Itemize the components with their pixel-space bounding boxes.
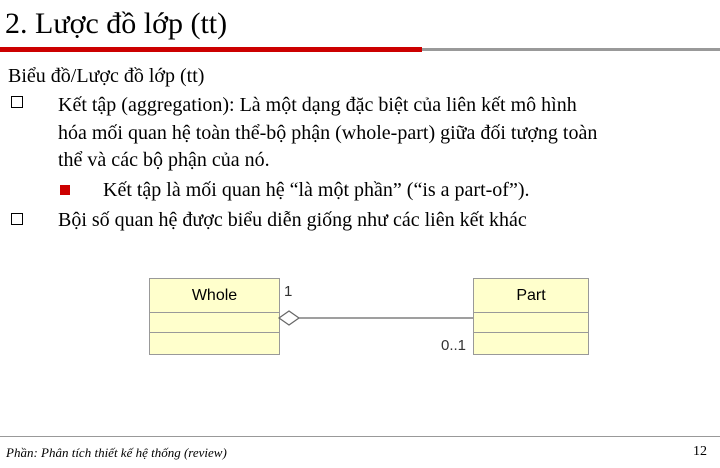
- uml-aggregation-diagram: [144, 268, 589, 376]
- page-number: 12: [693, 444, 707, 459]
- bullet1-line3: thể và các bộ phận của nó.: [58, 149, 270, 171]
- aggregation-connector: [144, 268, 589, 376]
- bullet1-line1: Kết tập (aggregation): Là một dạng đặc biệt của liên kết mô hình: [58, 94, 577, 116]
- hollow-square-bullet-icon: [11, 96, 23, 108]
- footer-text: Phần: Phân tích thiết kế hệ thống (review): [6, 445, 227, 460]
- class-name-part: Part: [516, 287, 546, 304]
- hollow-diamond-icon: [279, 311, 299, 325]
- bullet1-line2: hóa mối quan hệ toàn thể-bộ phận (whole-part) giữa đối tượng toàn: [58, 122, 598, 144]
- class-name-whole: Whole: [191, 287, 238, 304]
- filled-square-bullet-icon: [60, 185, 70, 195]
- bullet2-text: Bội số quan hệ được biểu diễn giống như các liên kết khác: [58, 209, 527, 231]
- sub-bullet-text: Kết tập là mối quan hệ “là một phần” (“is a part-of”).: [103, 179, 530, 201]
- footer-rule: [0, 436, 720, 437]
- section-heading: Biểu đồ/Lược đồ lớp (tt): [8, 65, 205, 87]
- multiplicity-part: 0..1: [441, 337, 467, 354]
- hollow-square-bullet-icon: [11, 213, 23, 225]
- slide-title: 2. Lược đồ lớp (tt): [5, 7, 228, 40]
- title-rule-red: [0, 47, 422, 52]
- multiplicity-whole: 1: [284, 283, 293, 300]
- title-rule-gray: [422, 48, 720, 51]
